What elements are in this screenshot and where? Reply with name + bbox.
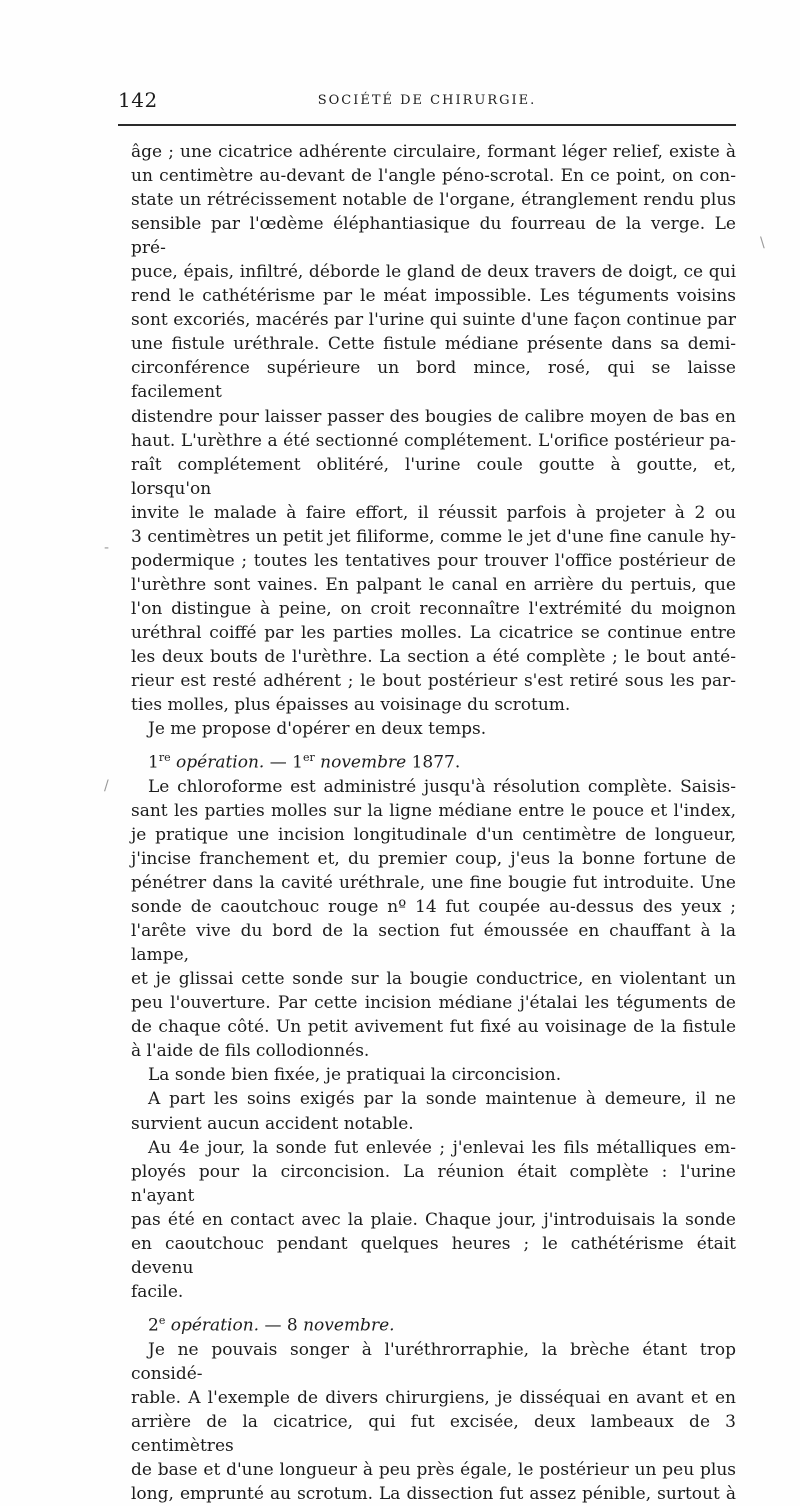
text-line: l'on distingue à peine, on croit reconnaître l'extrémité du moignon (131, 598, 736, 619)
text-line: survient aucun accident notable. (131, 1113, 414, 1134)
text-line: de base et d'une longueur à peu près égale, le postérieur un peu plus (131, 1459, 736, 1480)
text-line: facile. (131, 1281, 184, 1302)
text-line: sensible par l'œdème éléphantiasique du fourreau de la verge. Le pré- (131, 214, 736, 259)
heading-number: 2 (148, 1315, 159, 1336)
text-line: ties molles, plus épaisses au voisinage du scrotum. (131, 695, 571, 716)
text-line: de chaque côté. Un petit avivement fut fixé au voisinage de la fistule (131, 1017, 736, 1038)
heading-day: 8 (286, 1315, 298, 1336)
text-line: state un rétrécissement notable de l'organe, étranglement rendu plus (131, 190, 736, 211)
text-line: je pratique une incision longitudinale d'un centimètre de longueur, (131, 824, 736, 845)
text-line: pas été en contact avec la plaie. Chaque jour, j'introduisais la sonde (131, 1209, 736, 1230)
heading-number: 1 (148, 752, 159, 773)
text-line: en caoutchouc pendant quelques heures ; le cathétérisme était devenu (131, 1233, 736, 1278)
section-heading (131, 746, 736, 775)
text-line: les deux bouts de l'urèthre. La section a été complète ; le bout anté- (131, 646, 736, 667)
text-line: peu l'ouverture. Par cette incision médiane j'étalai les téguments de (131, 993, 736, 1014)
text-line: invite le malade à faire effort, il réussit parfois à projeter à 2 ou (131, 502, 736, 523)
heading-day: 1 (292, 752, 303, 773)
heading-month: novembre (320, 752, 407, 773)
text-line: l'arête vive du bord de la section fut émoussée en chauffant à la lampe, (131, 921, 736, 966)
text-line: arrière de la cicatrice, qui fut excisée, deux lambeaux de 3 centimètres (131, 1411, 736, 1456)
text-line: j'incise franchement et, du premier coup, j'eus la bonne fortune de (131, 849, 736, 870)
text-line: podermique ; toutes les tentatives pour trouver l'office postérieur de (131, 550, 736, 571)
text-line: ployés pour la circoncision. La réunion était complète : l'urine n'ayant (131, 1161, 736, 1206)
heading-label: opération. (176, 752, 265, 773)
header-rule (118, 124, 736, 126)
text-line: 3 centimètres un petit jet filiforme, comme le jet d'une fine canule hy- (131, 526, 736, 547)
heading-day-superscript: er (302, 751, 315, 765)
text-line: circonférence supérieure un bord mince, rosé, qui se laisse facilement (131, 358, 736, 403)
heading-superscript: e (158, 1313, 166, 1327)
text-line: Je ne pouvais songer à l'uréthrorraphie, la brèche étant trop considé- (131, 1339, 736, 1384)
text-line: une fistule uréthrale. Cette fistule médiane présente dans sa demi- (131, 334, 736, 355)
text-line: Au 4e jour, la sonde fut enlevée ; j'enlevai les fils métalliques em- (148, 1137, 736, 1158)
text-line: uréthral coiffé par les parties molles. La cicatrice se continue entre (131, 622, 736, 643)
running-head (118, 88, 736, 118)
heading-label: opération. (170, 1315, 260, 1336)
text-line: La sonde bien fixée, je pratiquai la circoncision. (148, 1065, 562, 1086)
margin-mark: \ (760, 235, 765, 251)
text-line: Le chloroforme est administré jusqu'à résolution complète. Saisis- (148, 776, 736, 797)
journal-title: SOCIÉTÉ DE CHIRURGIE. (317, 93, 537, 108)
heading-dash: — (269, 752, 287, 773)
heading-year: 1877. (411, 752, 461, 773)
margin-mark: / (104, 778, 109, 794)
text-line: rend le cathétérisme par le méat impossible. Les téguments voisins (131, 286, 736, 307)
text-line: raît complétement oblitéré, l'urine coule goutte à goutte, et, lorsqu'on (131, 454, 736, 499)
text-line: et je glissai cette sonde sur la bougie conductrice, en violentant un (131, 969, 736, 990)
text-line: puce, épais, infiltré, déborde le gland de deux travers de doigt, ce qui (131, 262, 736, 283)
text-line: rable. A l'exemple de divers chirurgiens, je disséquai en avant et en (131, 1387, 736, 1408)
text-line: un centimètre au-devant de l'angle péno-scrotal. En ce point, on con- (131, 166, 736, 187)
heading-superscript: re (158, 751, 171, 765)
text-line: sont excoriés, macérés par l'urine qui suinte d'une façon continue par (131, 310, 736, 331)
text-line: long, emprunté au scrotum. La dissection fut assez pénible, surtout à (131, 1483, 736, 1504)
text-line: rieur est resté adhérent ; le bout postérieur s'est retiré sous les par- (131, 671, 736, 692)
text-line: sant les parties molles sur la ligne médiane entre le pouce et l'index, (131, 800, 736, 821)
margin-mark: - (104, 540, 110, 556)
text-line: Je me propose d'opérer en deux temps. (148, 719, 487, 740)
text-line: distendre pour laisser passer des bougies de calibre moyen de bas en (131, 406, 736, 427)
page-number: 142 (118, 88, 158, 112)
text-line: pénétrer dans la cavité uréthrale, une fine bougie fut introduite. Une (131, 873, 736, 894)
body-text (131, 140, 736, 1506)
section-heading (131, 1309, 736, 1338)
text-line: A part les soins exigés par la sonde maintenue à demeure, il ne (148, 1089, 736, 1110)
text-line: l'urèthre sont vaines. En palpant le canal en arrière du pertuis, que (131, 574, 736, 595)
text-line: âge ; une cicatrice adhérente circulaire, formant léger relief, existe à (131, 142, 736, 162)
text-line: sonde de caoutchouc rouge nº 14 fut coupée au-dessus des yeux ; (131, 897, 736, 918)
text-line: haut. L'urèthre a été sectionné complétement. L'orifice postérieur pa- (131, 430, 736, 451)
text-line: à l'aide de fils collodionnés. (131, 1041, 370, 1062)
heading-dash: — (264, 1315, 282, 1336)
heading-month: novembre. (303, 1315, 395, 1336)
